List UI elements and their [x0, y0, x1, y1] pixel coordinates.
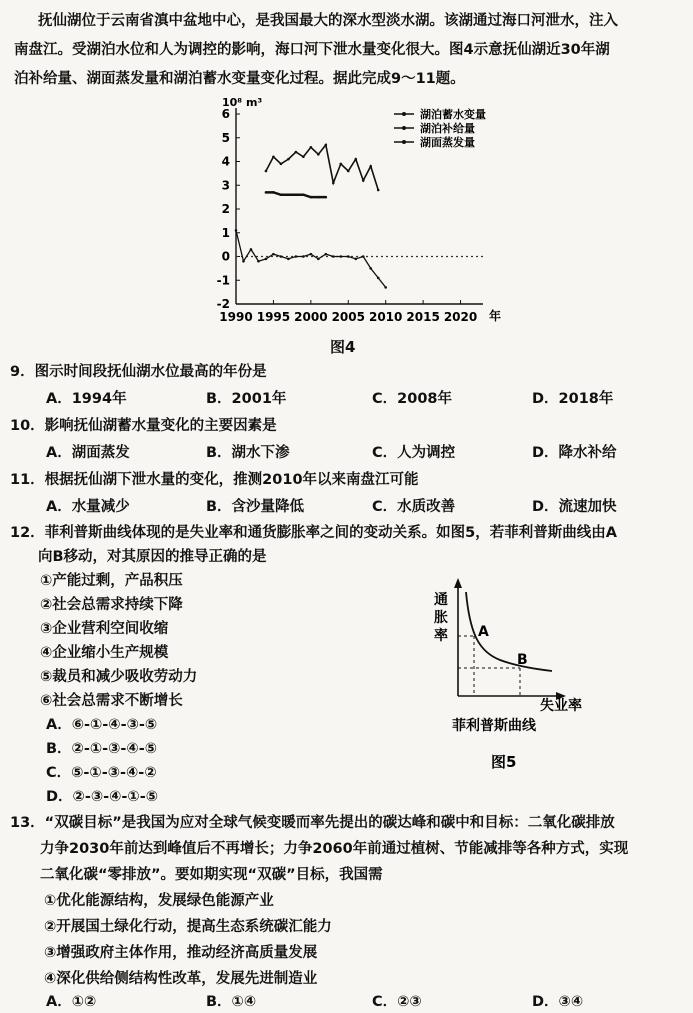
q13-option-d[interactable]: D．③④ [532, 994, 584, 1010]
fig4-series-line-1 [236, 230, 386, 287]
figure-4-caption: 图4 [330, 338, 356, 356]
fig4-x-tick-label: 2015 [406, 310, 440, 324]
q10-option-b[interactable]: B．湖水下渗 [206, 445, 290, 461]
q11-option-b[interactable]: B．含沙量降低 [206, 499, 305, 515]
fig5-curve-name: 菲利普斯曲线 [452, 718, 536, 734]
fig4-series-3-point [295, 193, 298, 196]
q13-item-2: ②开展国土绿化行动，提高生态系统碳汇能力 [44, 919, 332, 935]
fig4-series-2-point [310, 146, 313, 149]
fig5-ylabel-char-3: 率 [434, 628, 448, 644]
q11-option-a[interactable]: A．水量减少 [46, 499, 130, 515]
fig5-point-b: B [517, 652, 528, 668]
fig4-series-1-point [369, 267, 372, 270]
q12-option-d[interactable]: D．②-③-④-①-⑤ [46, 789, 158, 805]
q13-item-3: ③增强政府主体作用，推动经济高质量发展 [44, 945, 318, 961]
fig4-legend-marker-2 [402, 126, 406, 130]
fig4-series-1-point [362, 255, 365, 258]
q12-stem-line-1: 12．菲利普斯曲线体现的是失业率和通货膨胀率之间的变动关系。如图5，若菲利普斯曲线由A [10, 525, 617, 541]
q11-stem: 11．根据抚仙湖下泄水量的变化，推测2010年以来南盘江可能 [10, 472, 419, 488]
fig4-series-2-point [339, 163, 342, 166]
fig4-series-3-point [325, 196, 328, 199]
fig4-series-2-point [287, 158, 290, 161]
q12-item-2: ②社会总需求持续下降 [40, 597, 183, 613]
fig4-series-2-point [317, 153, 320, 156]
fig4-x-axis-label: 年 [489, 309, 502, 323]
fig5-xlabel: 失业率 [540, 698, 582, 714]
fig4-series-1-point [317, 258, 320, 261]
q12-item-6: ⑥社会总需求不断增长 [40, 693, 183, 709]
fig4-x-tick-label: 1995 [256, 310, 291, 324]
fig4-series-1-point [302, 255, 305, 258]
fig4-series-2-point [272, 155, 275, 158]
fig4-series-2-point [377, 189, 380, 192]
fig4-series-1-point [272, 253, 275, 256]
fig4-series-line-2 [266, 145, 378, 190]
fig4-y-tick-label: 5 [221, 130, 230, 145]
fig5-y-axis-arrow [454, 578, 462, 588]
intro-line-2: 南盘江。受湖泊水位和人为调控的影响，海口河下泄水量变化很大。图4示意抚仙湖近30年湖 [14, 42, 610, 58]
q12-option-c[interactable]: C．⑤-①-③-④-② [46, 765, 157, 781]
fig4-series-1-point [265, 258, 268, 261]
fig4-series-1-point [332, 255, 335, 258]
fig4-series-1-point [384, 286, 387, 289]
fig4-legend-marker-3 [402, 140, 406, 144]
fig4-y-tick-label: -1 [216, 273, 230, 288]
fig5-caption: 图5 [491, 753, 517, 771]
q13-item-4: ④深化供给侧结构性改革，发展先进制造业 [44, 971, 318, 987]
q13-stem-line-1: 13．“双碳目标”是我国为应对全球气候变暖而率先提出的碳达峰和碳中和目标：二氧化碳排放 [10, 815, 615, 831]
fig4-y-tick-label: 6 [221, 107, 230, 121]
q13-option-a[interactable]: A．①② [46, 994, 97, 1010]
fig4-series-3-point [287, 193, 290, 196]
fig5-ylabel-char-2: 胀 [434, 610, 448, 626]
fig4-legend-marker-1 [402, 112, 406, 116]
fig4-series-1-point [354, 258, 357, 261]
fig4-y-tick-label: 0 [221, 249, 230, 264]
q9-option-a[interactable]: A．1994年 [46, 391, 127, 407]
q12-option-a[interactable]: A．⑥-①-④-③-⑤ [46, 717, 158, 733]
q12-item-4: ④企业缩小生产规模 [40, 645, 169, 661]
fig4-y-tick-label: -2 [216, 297, 230, 311]
q9-option-c[interactable]: C．2008年 [372, 391, 452, 407]
fig4-series-2-point [347, 170, 350, 173]
fig4-series-1-point [287, 258, 290, 261]
q12-item-5: ⑤裁员和减少吸收劳动力 [40, 669, 198, 685]
fig4-series-3-point [317, 196, 320, 199]
fig4-legend-label-2: 湖泊补给量 [420, 122, 475, 135]
fig4-series-1-point [310, 253, 313, 256]
fig4-x-tick-label: 2005 [331, 310, 365, 324]
q9-option-b[interactable]: B．2001年 [206, 391, 287, 407]
fig4-y-tick-label: 3 [221, 178, 230, 193]
fig4-y-tick-label: 2 [221, 202, 230, 216]
q10-option-d[interactable]: D．降水补给 [532, 445, 617, 461]
fig4-series-3-point [272, 191, 275, 194]
q13-option-c[interactable]: C．②③ [372, 994, 422, 1010]
fig4-series-1-point [295, 255, 298, 258]
fig4-series-1-point [325, 253, 328, 256]
figure-4-chart [0, 92, 693, 332]
q11-option-d[interactable]: D．流速加快 [532, 499, 617, 515]
intro-line-3: 泊补给量、湖面蒸发量和湖泊蓄水变量变化过程。据此完成9～11题。 [14, 71, 465, 87]
fig4-series-2-point [265, 170, 268, 173]
fig4-series-1-point [235, 229, 238, 232]
fig4-x-tick-label: 2000 [294, 310, 328, 324]
q12-stem-line-2: 向B移动，对其原因的推导正确的是 [38, 549, 267, 565]
fig4-series-3-point [280, 193, 283, 196]
fig4-x-tick-label: 2020 [443, 310, 478, 324]
fig4-series-3-point [310, 196, 313, 199]
fig4-series-2-point [332, 182, 335, 185]
fig4-y-tick-label: 1 [221, 225, 230, 240]
fig4-series-2-point [362, 179, 365, 182]
q13-stem-line-2: 力争2030年前达到峰值后不再增长；力争2060年前通过植树、节能减排等各种方式，实现 [40, 841, 629, 857]
figure-5-phillips-curve [0, 570, 693, 830]
fig4-series-2-point [280, 163, 283, 166]
q10-option-c[interactable]: C．人为调控 [372, 445, 456, 461]
fig4-series-1-point [257, 260, 260, 263]
q12-option-b[interactable]: B．②-①-③-④-⑤ [46, 741, 158, 757]
fig4-series-1-point [347, 255, 350, 258]
fig4-series-1-point [377, 277, 380, 280]
fig4-series-1-point [242, 260, 245, 263]
q9-stem: 9．图示时间段抚仙湖水位最高的年份是 [10, 364, 267, 380]
q9-option-d[interactable]: D．2018年 [532, 391, 614, 407]
fig4-legend-label-3: 湖面蒸发量 [420, 136, 475, 149]
fig5-ylabel-char-1: 通 [434, 592, 448, 608]
q13-stem-line-3: 二氧化碳“零排放”。要如期实现“双碳”目标，我国需 [40, 867, 383, 883]
fig4-series-2-point [295, 151, 298, 154]
fig4-series-3-point [302, 193, 305, 196]
q12-item-1: ①产能过剩，产品积压 [40, 573, 183, 589]
q10-option-a[interactable]: A．湖面蒸发 [46, 445, 130, 461]
q13-option-b[interactable]: B．①④ [206, 994, 257, 1010]
fig4-x-tick-label: 2010 [368, 310, 403, 324]
fig4-series-1-point [280, 255, 283, 258]
fig4-series-2-point [354, 158, 357, 161]
fig4-series-3-point [265, 191, 268, 194]
q13-item-1: ①优化能源结构，发展绿色能源产业 [44, 893, 274, 909]
fig4-series-1-point [250, 248, 253, 251]
fig5-point-a: A [478, 624, 489, 640]
q12-item-3: ③企业营利空间收缩 [40, 621, 169, 637]
fig4-series-2-point [325, 144, 328, 147]
q10-stem: 10．影响抚仙湖蓄水量变化的主要因素是 [10, 418, 277, 434]
fig4-y-axis-label: 10⁸ m³ [222, 96, 263, 109]
fig4-x-tick-label: 1990 [219, 310, 253, 324]
fig4-series-1-point [339, 255, 342, 258]
intro-line-1: 抚仙湖位于云南省滇中盆地中心，是我国最大的深水型淡水湖。该湖通过海口河泄水，注入 [38, 13, 618, 29]
q11-option-c[interactable]: C．水质改善 [372, 499, 456, 515]
fig4-legend-label-1: 湖泊蓄水变量 [420, 108, 486, 121]
fig4-y-tick-label: 4 [221, 154, 230, 169]
fig4-series-2-point [369, 165, 372, 168]
fig4-series-2-point [302, 155, 305, 158]
